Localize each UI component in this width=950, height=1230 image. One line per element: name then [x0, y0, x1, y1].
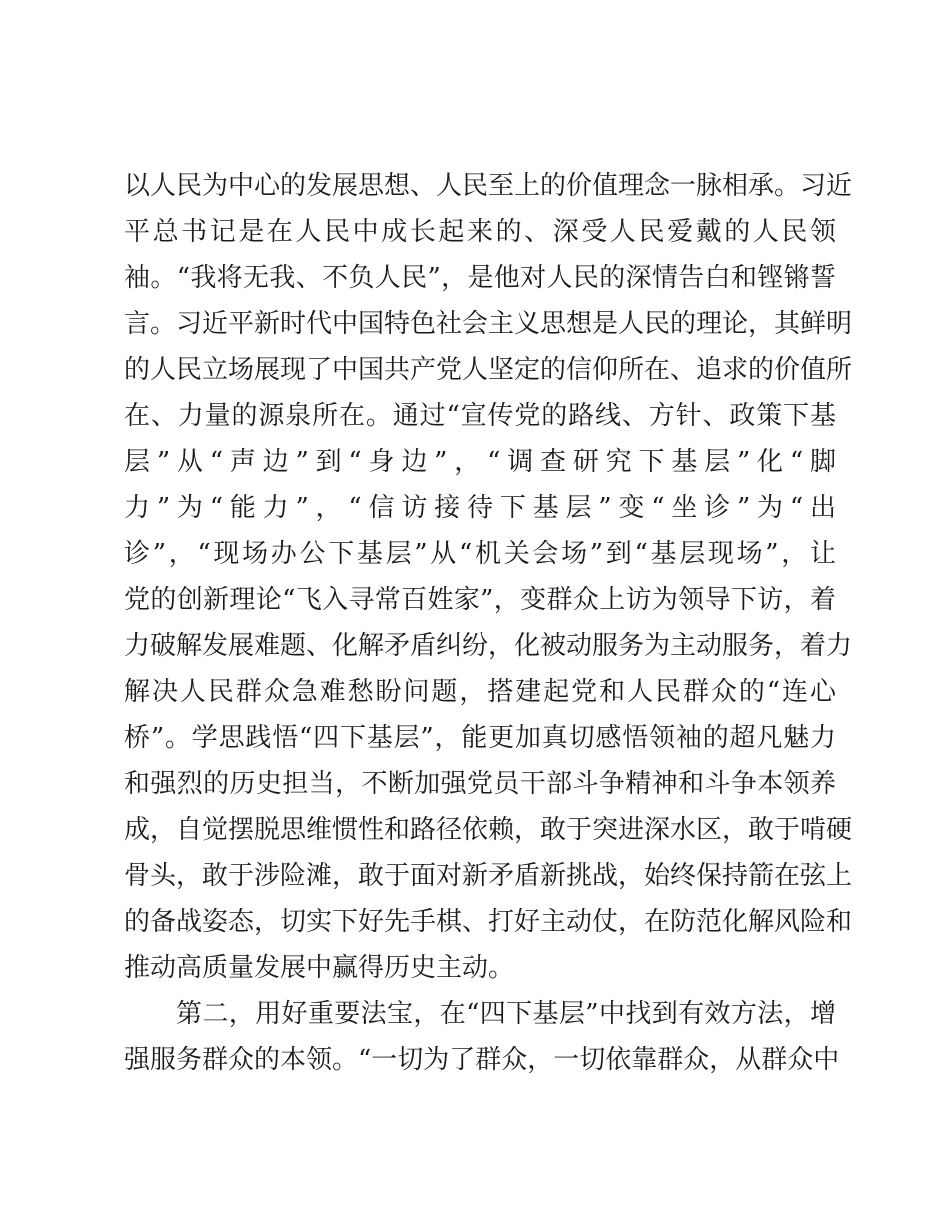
paragraph-end-line: 推动高质量发展中赢得历史主动。	[124, 953, 515, 983]
text-line: 平总书记是在人民中成长起来的、深受人民爱戴的人民领	[124, 217, 836, 247]
text-line: 解决人民群众急难愁盼问题，搭建起党和人民群众的“连心	[124, 677, 836, 707]
text-line: 党的创新理论“飞入寻常百姓家”，变群众上访为领导下访，着	[124, 585, 836, 615]
paragraph-start-line: 第二，用好重要法宝，在“四下基层”中找到有效方法，增	[176, 999, 836, 1029]
text-line: 强服务群众的本领。“一切为了群众，一切依靠群众，从群众中	[124, 1045, 840, 1075]
text-line: 以人民为中心的发展思想、人民至上的价值理念一脉相承。习近	[124, 171, 853, 201]
text-line: 的人民立场展现了中国共产党人坚定的信仰所在、追求的价值所	[124, 355, 853, 385]
text-line: 骨头，敢于涉险滩，敢于面对新矛盾新挑战，始终保持箭在弦上	[124, 861, 853, 891]
text-line: 成，自觉摆脱思维惯性和路径依赖，敢于突进深水区，敢于啃硬	[124, 815, 853, 845]
text-line: 和强烈的历史担当，不断加强党员干部斗争精神和斗争本领养	[124, 769, 836, 799]
text-line: 袖。“我将无我、不负人民”，是他对人民的深情告白和铿锵誓	[124, 263, 836, 293]
text-line: 力”为“能力”，“信访接待下基层”变“坐诊”为“出	[124, 493, 836, 523]
text-line: 层”从“声边”到“身边”，“调查研究下基层”化“脚	[124, 447, 836, 477]
text-line: 在、力量的源泉所在。通过“宣传党的路线、方针、政策下基	[124, 401, 836, 431]
text-line: 言。习近平新时代中国特色社会主义思想是人民的理论，其鲜明	[124, 309, 853, 339]
text-line: 力破解发展难题、化解矛盾纠纷，化被动服务为主动服务，着力	[124, 631, 853, 661]
text-line: 桥”。学思践悟“四下基层”，能更加真切感悟领袖的超凡魅力	[124, 723, 836, 753]
text-line: 的备战姿态，切实下好先手棋、打好主动仗，在防范化解风险和	[124, 907, 853, 937]
text-line: 诊”，“现场办公下基层”从“机关会场”到“基层现场”，让	[124, 539, 836, 569]
